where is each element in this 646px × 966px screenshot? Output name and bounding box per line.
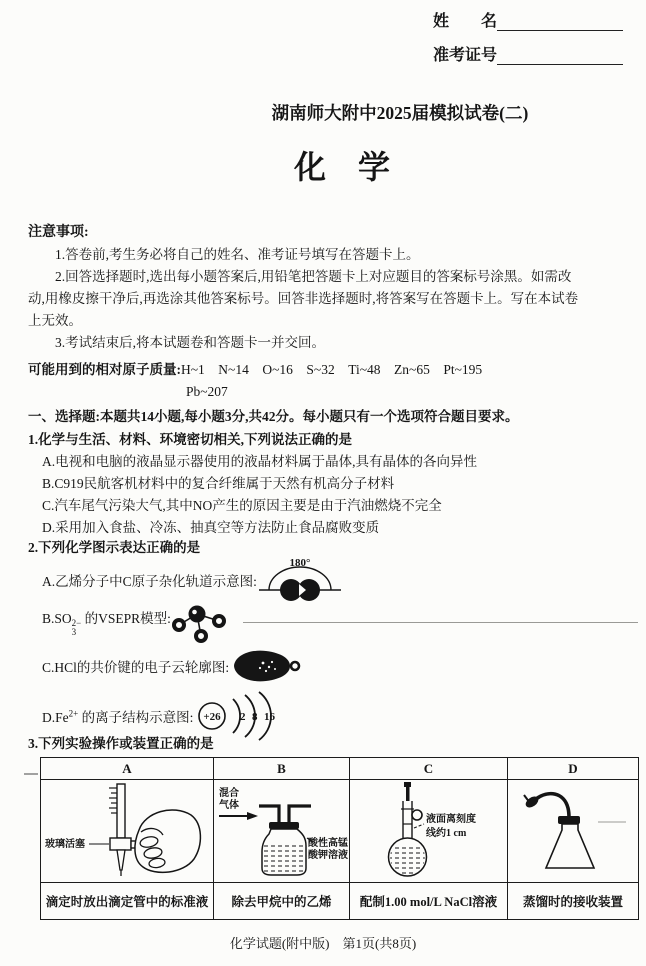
q2-b-charge: 2− [71, 618, 82, 628]
name-field-row [433, 8, 638, 31]
q2-option-a [28, 559, 638, 601]
stopcock-label: 玻璃活塞 [45, 839, 85, 850]
q1-option-b: B.C919民航客机材料中的复合纤维属于天然有机高分子材料 [42, 476, 395, 491]
gas-washing-bottle-figure [215, 782, 349, 880]
scan-dash-artifact [24, 773, 38, 775]
question-1 [28, 429, 638, 539]
q1-option-a: A.电视和电脑的液晶显示器使用的液晶材料属于晶体,具有晶体的各向异性 [42, 454, 477, 469]
permanganate-label-line2: 酸钾溶液 [307, 850, 348, 861]
hybrid-orbital-diagram [257, 557, 341, 603]
figure-c-volumetric-flask-cell [349, 779, 507, 882]
table-header-a: A [122, 760, 132, 776]
q2-option-c [28, 643, 638, 689]
q1-stem: 1.化学与生活、材料、环境密切相关,下列说法正确的是 [28, 432, 352, 447]
nucleus-charge-label: +26 [203, 711, 221, 723]
table-header-d: D [507, 758, 638, 779]
vsepr-model-diagram [171, 600, 235, 644]
q3-stem: 3.下列实验操作或装置正确的是 [28, 736, 214, 751]
q2-d-formula: D.Fe [42, 710, 69, 725]
q2-d-charge: 2+ [68, 708, 79, 719]
angle-label: 180° [289, 557, 311, 569]
atomic-masses-line1 [28, 359, 628, 381]
q1-option-c: C.汽车尾气污染大气,其中NO产生的原因主要是由于汽油燃烧不完全 [42, 498, 442, 513]
q2-option-d-label [42, 706, 193, 726]
notice-section [28, 222, 588, 354]
shell-1-count: 2 [240, 711, 246, 723]
q2-option-c-label: C.HCl的共价键的电子云轮廓图: [42, 660, 230, 675]
q3-options-table [40, 757, 639, 920]
notice-item-2: 2.回答选择题时,选出每小题答案后,用铅笔把答题卡上对应题目的答案标号涂黑。如需改动,用橡皮擦干净后,再选涂其他答案标号。回答非选择题时,将答案写在答题卡上。写在本试卷上无效。 [28, 269, 579, 328]
caption-b: 除去甲烷中的乙烯 [213, 882, 349, 919]
subject-title: 化 学 [293, 149, 390, 185]
atomic-masses [28, 359, 628, 403]
q2-b-formula: B.SO [42, 611, 72, 626]
electron-cloud-diagram [229, 645, 301, 687]
liquid-level-label-line1: 液面离刻度 [425, 814, 476, 825]
q2-option-a-label: A.乙烯分子中C原子杂化轨道示意图: [42, 574, 257, 589]
table-header-b: B [213, 758, 349, 779]
q2-b-subscript: 3 [71, 627, 77, 637]
q2-option-b-label [42, 607, 171, 637]
mixed-gas-label-line1: 混合 [218, 788, 239, 799]
q2-b-subsuper [72, 619, 82, 637]
q2-stem: 2.下列化学图示表达正确的是 [28, 540, 201, 555]
table-header-c: C [349, 758, 507, 779]
conical-flask-receiver-figure [510, 782, 636, 880]
burette-with-hand-figure [43, 782, 211, 880]
liquid-level-label-line2: 线约1 cm [425, 828, 466, 839]
atomic-masses-label: 可能用到的相对原子质量: [28, 362, 181, 377]
question-2 [28, 537, 638, 743]
atomic-masses-values: H~1 N~14 O~16 S~32 Ti~48 Zn~65 Pt~195 [181, 362, 483, 377]
atomic-masses-line2: Pb~207 [186, 384, 228, 399]
figure-a-burette-cell [41, 779, 213, 882]
caption-c: 配制1.00 mol/L NaCl溶液 [349, 882, 507, 919]
permanganate-label-line1: 酸性高锰 [307, 838, 348, 849]
q1-option-d: D.采用加入食盐、冷冻、抽真空等方法防止食品腐败变质 [42, 520, 380, 535]
notice-title: 注意事项: [28, 225, 89, 240]
candidate-info-block [433, 8, 638, 76]
caption-d: 蒸馏时的接收装置 [507, 882, 638, 919]
notice-item-1: 1.答卷前,考生务必将自己的姓名、准考证号填写在答题卡上。 [55, 247, 420, 262]
paper-title: 湖南师大附中2025届模拟试卷(二) [271, 103, 529, 123]
figure-d-receiver-cell [507, 779, 638, 882]
shell-3-count: 16 [264, 711, 276, 723]
q2-b-text: 的VSEPR模型: [81, 611, 171, 626]
volumetric-flask-figure [352, 782, 506, 880]
exam-no-blank-line [497, 45, 623, 65]
notice-item-3: 3.考试结束后,将本试题卷和答题卡一并交回。 [55, 335, 325, 350]
caption-a: 滴定时放出滴定管中的标准液 [41, 882, 213, 919]
shell-2-count: 8 [252, 711, 258, 723]
section1-heading: 一、选择题:本题共14小题,每小题3分,共42分。每小题只有一个选项符合题目要求。 [28, 409, 519, 424]
mixed-gas-label-line2: 气体 [218, 800, 239, 811]
exam-no-label: 准考证号 [433, 47, 498, 64]
name-blank-line [497, 11, 623, 31]
page-footer: 化学试题(附中版) 第1页(共8页) [229, 936, 417, 951]
scan-line-artifact [243, 622, 638, 623]
name-label: 姓 名 [433, 13, 498, 30]
q2-d-text: 的离子结构示意图: [78, 710, 194, 725]
exam-no-field-row [433, 42, 638, 65]
q2-option-b [28, 601, 638, 643]
figure-b-wash-bottle-cell [213, 779, 349, 882]
